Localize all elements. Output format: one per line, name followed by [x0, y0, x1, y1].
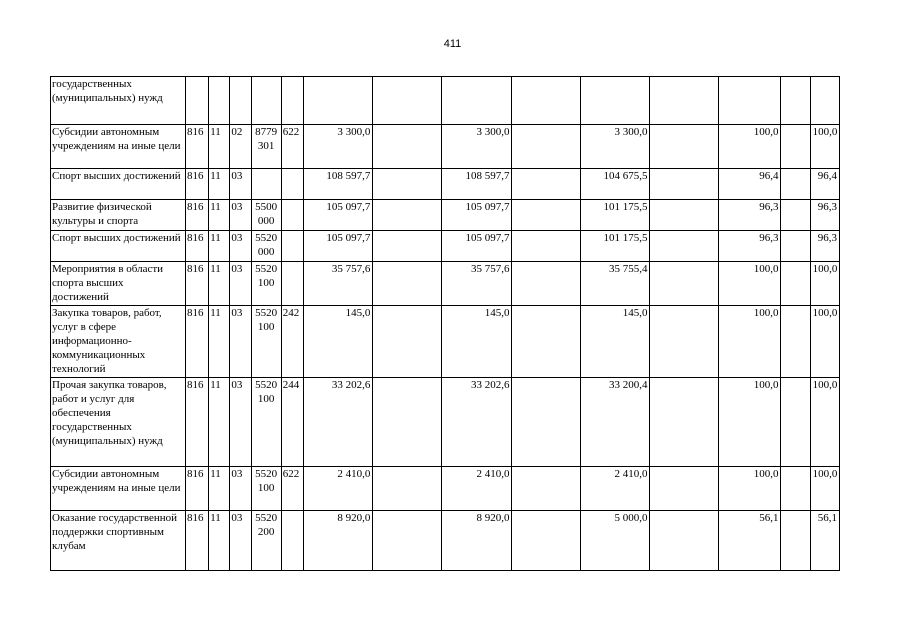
target-article-code: 5520 100 [251, 262, 281, 306]
empty-cell [512, 77, 581, 125]
percent-of-adjusted: 100,0 [810, 125, 839, 169]
empty-cell [650, 169, 719, 200]
table-row [51, 125, 840, 169]
empty-cell [373, 511, 442, 571]
percent-of-adjusted: 100,0 [810, 262, 839, 306]
section-code [209, 77, 230, 125]
subsection-code: 03 [230, 169, 251, 200]
empty-cell [781, 467, 810, 511]
subsection-code: 03 [230, 231, 251, 262]
empty-cell [512, 169, 581, 200]
ved-code: 816 [186, 511, 209, 571]
table-row [51, 511, 840, 571]
target-article-code: 5520 100 [251, 378, 281, 467]
actual-value: 35 755,4 [580, 262, 650, 306]
empty-cell [650, 511, 719, 571]
percent-of-plan: 96,3 [718, 231, 780, 262]
empty-cell [781, 77, 810, 125]
section-code: 11 [209, 125, 230, 169]
adjusted-value: 105 097,7 [441, 231, 512, 262]
expense-type-code [281, 77, 303, 125]
ved-code: 816 [186, 306, 209, 378]
empty-cell [650, 378, 719, 467]
target-article-code: 5520 000 [251, 231, 281, 262]
ved-code: 816 [186, 231, 209, 262]
adjusted-value: 105 097,7 [441, 200, 512, 231]
subsection-code: 02 [230, 125, 251, 169]
planned-value: 2 410,0 [303, 467, 373, 511]
budget-table [50, 76, 840, 571]
expense-type-code [281, 169, 303, 200]
empty-cell [650, 125, 719, 169]
empty-cell [650, 467, 719, 511]
expense-type-code [281, 511, 303, 571]
expense-type-code [281, 231, 303, 262]
subsection-code: 03 [230, 262, 251, 306]
empty-cell [781, 511, 810, 571]
percent-of-plan: 100,0 [718, 306, 780, 378]
section-code: 11 [209, 378, 230, 467]
percent-of-plan [718, 77, 780, 125]
subsection-code: 03 [230, 378, 251, 467]
section-code: 11 [209, 231, 230, 262]
table-row [51, 231, 840, 262]
row-name: Закупка товаров, работ, услуг в сфере информационно-коммуникационных технологий [51, 306, 186, 378]
actual-value: 5 000,0 [580, 511, 650, 571]
ved-code: 816 [186, 200, 209, 231]
row-name: государственных (муниципальных) нужд [51, 77, 186, 125]
target-article-code [251, 169, 281, 200]
row-name: Субсидии автономным учреждениям на иные цели [51, 467, 186, 511]
empty-cell [781, 125, 810, 169]
actual-value: 3 300,0 [580, 125, 650, 169]
planned-value: 8 920,0 [303, 511, 373, 571]
empty-cell [373, 200, 442, 231]
table-row [51, 169, 840, 200]
target-article-code: 5520 200 [251, 511, 281, 571]
empty-cell [373, 467, 442, 511]
empty-cell [781, 231, 810, 262]
planned-value: 108 597,7 [303, 169, 373, 200]
ved-code: 816 [186, 467, 209, 511]
planned-value: 33 202,6 [303, 378, 373, 467]
percent-of-plan: 100,0 [718, 125, 780, 169]
actual-value: 2 410,0 [580, 467, 650, 511]
target-article-code: 5500 000 [251, 200, 281, 231]
section-code: 11 [209, 200, 230, 231]
empty-cell [512, 467, 581, 511]
expense-type-code: 622 [281, 467, 303, 511]
percent-of-plan: 96,3 [718, 200, 780, 231]
target-article-code: 5520 100 [251, 306, 281, 378]
page-number: 411 [443, 38, 462, 50]
table-row [51, 200, 840, 231]
subsection-code: 03 [230, 306, 251, 378]
planned-value: 105 097,7 [303, 231, 373, 262]
subsection-code: 03 [230, 511, 251, 571]
empty-cell [373, 125, 442, 169]
empty-cell [781, 378, 810, 467]
percent-of-adjusted: 96,3 [810, 231, 839, 262]
percent-of-adjusted: 56,1 [810, 511, 839, 571]
percent-of-adjusted: 100,0 [810, 306, 839, 378]
planned-value: 35 757,6 [303, 262, 373, 306]
actual-value: 101 175,5 [580, 200, 650, 231]
planned-value: 105 097,7 [303, 200, 373, 231]
section-code: 11 [209, 169, 230, 200]
empty-cell [373, 262, 442, 306]
empty-cell [512, 200, 581, 231]
table-row [51, 77, 840, 125]
adjusted-value [441, 77, 512, 125]
actual-value: 101 175,5 [580, 231, 650, 262]
empty-cell [373, 231, 442, 262]
percent-of-plan: 100,0 [718, 262, 780, 306]
section-code: 11 [209, 306, 230, 378]
empty-cell [373, 306, 442, 378]
empty-cell [650, 77, 719, 125]
empty-cell [512, 125, 581, 169]
adjusted-value: 35 757,6 [441, 262, 512, 306]
percent-of-adjusted: 96,3 [810, 200, 839, 231]
empty-cell [373, 169, 442, 200]
percent-of-adjusted: 100,0 [810, 378, 839, 467]
empty-cell [650, 262, 719, 306]
empty-cell [512, 231, 581, 262]
expense-type-code: 242 [281, 306, 303, 378]
percent-of-plan: 96,4 [718, 169, 780, 200]
empty-cell [650, 231, 719, 262]
empty-cell [512, 511, 581, 571]
row-name: Оказание государственной поддержки спортивным клубам [51, 511, 186, 571]
ved-code: 816 [186, 262, 209, 306]
expense-type-code: 244 [281, 378, 303, 467]
actual-value: 104 675,5 [580, 169, 650, 200]
row-name: Прочая закупка товаров, работ и услуг для обеспечения государственных (муниципальных) нужд [51, 378, 186, 467]
percent-of-adjusted: 100,0 [810, 467, 839, 511]
empty-cell [512, 262, 581, 306]
expense-type-code [281, 262, 303, 306]
planned-value: 3 300,0 [303, 125, 373, 169]
empty-cell [781, 306, 810, 378]
adjusted-value: 33 202,6 [441, 378, 512, 467]
table-row [51, 467, 840, 511]
adjusted-value: 145,0 [441, 306, 512, 378]
ved-code: 816 [186, 378, 209, 467]
adjusted-value: 8 920,0 [441, 511, 512, 571]
row-name: Спорт высших достижений [51, 169, 186, 200]
section-code: 11 [209, 262, 230, 306]
actual-value: 145,0 [580, 306, 650, 378]
actual-value [580, 77, 650, 125]
empty-cell [512, 378, 581, 467]
subsection-code: 03 [230, 467, 251, 511]
target-article-code: 5520 100 [251, 467, 281, 511]
planned-value [303, 77, 373, 125]
percent-of-plan: 100,0 [718, 467, 780, 511]
percent-of-adjusted [810, 77, 839, 125]
row-name: Развитие физической культуры и спорта [51, 200, 186, 231]
empty-cell [650, 306, 719, 378]
adjusted-value: 3 300,0 [441, 125, 512, 169]
target-article-code: 8779 301 [251, 125, 281, 169]
actual-value: 33 200,4 [580, 378, 650, 467]
table-row [51, 378, 840, 467]
table-row [51, 262, 840, 306]
ved-code: 816 [186, 125, 209, 169]
section-code: 11 [209, 467, 230, 511]
row-name: Спорт высших достижений [51, 231, 186, 262]
subsection-code [230, 77, 251, 125]
target-article-code [251, 77, 281, 125]
empty-cell [373, 378, 442, 467]
expense-type-code [281, 200, 303, 231]
row-name: Субсидии автономным учреждениям на иные цели [51, 125, 186, 169]
planned-value: 145,0 [303, 306, 373, 378]
table-row [51, 306, 840, 378]
section-code: 11 [209, 511, 230, 571]
empty-cell [373, 77, 442, 125]
empty-cell [781, 169, 810, 200]
empty-cell [781, 262, 810, 306]
empty-cell [781, 200, 810, 231]
row-name: Мероприятия в области спорта высших достижений [51, 262, 186, 306]
adjusted-value: 2 410,0 [441, 467, 512, 511]
adjusted-value: 108 597,7 [441, 169, 512, 200]
percent-of-plan: 56,1 [718, 511, 780, 571]
empty-cell [650, 200, 719, 231]
subsection-code: 03 [230, 200, 251, 231]
ved-code [186, 77, 209, 125]
ved-code: 816 [186, 169, 209, 200]
percent-of-adjusted: 96,4 [810, 169, 839, 200]
empty-cell [512, 306, 581, 378]
expense-type-code: 622 [281, 125, 303, 169]
percent-of-plan: 100,0 [718, 378, 780, 467]
